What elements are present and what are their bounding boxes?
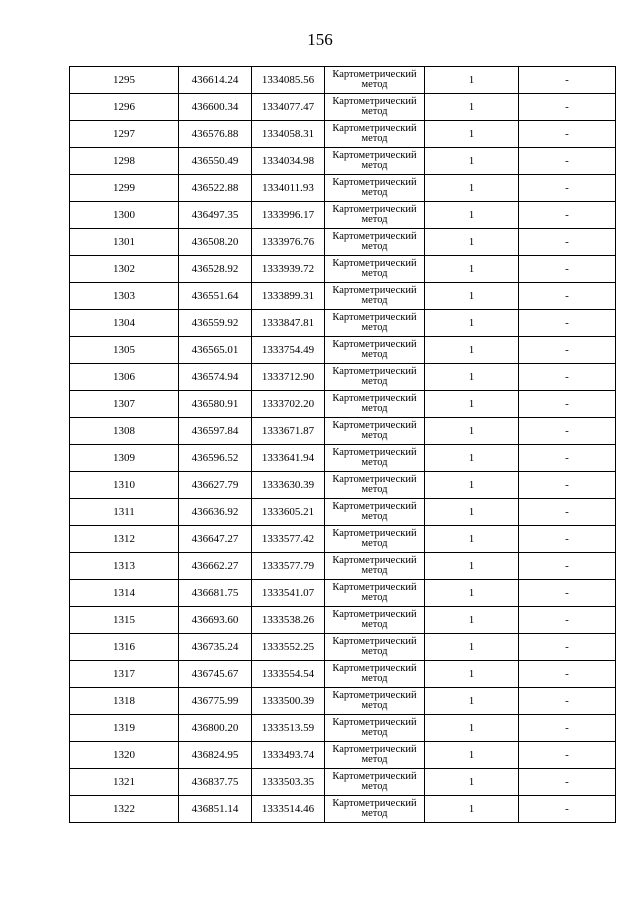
- x-coordinate-cell: 436550.49: [179, 148, 252, 175]
- y-coordinate-cell: 1333493.74: [252, 742, 325, 769]
- accuracy-cell: 1: [425, 715, 519, 742]
- point-number-cell: 1299: [70, 175, 179, 202]
- x-coordinate-cell: 436522.88: [179, 175, 252, 202]
- table-row: [70, 283, 616, 310]
- point-number-cell: 1301: [70, 229, 179, 256]
- description-cell: -: [519, 499, 616, 526]
- point-number-cell: 1317: [70, 661, 179, 688]
- y-coordinate-cell: 1333552.25: [252, 634, 325, 661]
- x-coordinate-cell: 436597.84: [179, 418, 252, 445]
- x-coordinate-cell: 436565.01: [179, 337, 252, 364]
- method-line-1: Картометрический: [332, 635, 417, 647]
- x-coordinate-cell: 436745.67: [179, 661, 252, 688]
- method-cell: [325, 715, 425, 742]
- method-line-1: Картометрический: [332, 500, 417, 512]
- method-cell: [325, 580, 425, 607]
- description-cell: -: [519, 769, 616, 796]
- method-cell: [325, 607, 425, 634]
- method-line-1: Картометрический: [332, 716, 417, 728]
- table-row: [70, 445, 616, 472]
- point-number-cell: 1315: [70, 607, 179, 634]
- x-coordinate-cell: 436580.91: [179, 391, 252, 418]
- table-row: [70, 364, 616, 391]
- method-line-2: метод: [361, 511, 388, 522]
- method-cell: [325, 445, 425, 472]
- y-coordinate-cell: 1334011.93: [252, 175, 325, 202]
- y-coordinate-cell: 1333899.31: [252, 283, 325, 310]
- table-row: [70, 580, 616, 607]
- table-row: [70, 607, 616, 634]
- table-row: [70, 661, 616, 688]
- y-coordinate-cell: 1334034.98: [252, 148, 325, 175]
- method-cell: [325, 229, 425, 256]
- description-cell: -: [519, 310, 616, 337]
- y-coordinate-cell: 1333554.54: [252, 661, 325, 688]
- method-line-1: Картометрический: [332, 122, 417, 134]
- accuracy-cell: 1: [425, 283, 519, 310]
- table-row: [70, 472, 616, 499]
- table-row: [70, 715, 616, 742]
- y-coordinate-cell: 1333641.94: [252, 445, 325, 472]
- accuracy-cell: 1: [425, 472, 519, 499]
- x-coordinate-cell: 436596.52: [179, 445, 252, 472]
- method-cell: [325, 418, 425, 445]
- accuracy-cell: 1: [425, 661, 519, 688]
- method-line-2: метод: [361, 673, 388, 684]
- y-coordinate-cell: 1334077.47: [252, 94, 325, 121]
- accuracy-cell: 1: [425, 553, 519, 580]
- table-row: [70, 256, 616, 283]
- table-row: [70, 229, 616, 256]
- method-cell: [325, 94, 425, 121]
- point-number-cell: 1311: [70, 499, 179, 526]
- y-coordinate-cell: 1333847.81: [252, 310, 325, 337]
- x-coordinate-cell: 436574.94: [179, 364, 252, 391]
- description-cell: -: [519, 337, 616, 364]
- method-line-1: Картометрический: [332, 662, 417, 674]
- table-row: [70, 526, 616, 553]
- x-coordinate-cell: 436693.60: [179, 607, 252, 634]
- table-row: [70, 769, 616, 796]
- method-line-2: метод: [361, 592, 388, 603]
- method-line-2: метод: [361, 646, 388, 657]
- accuracy-cell: 1: [425, 769, 519, 796]
- method-line-2: метод: [361, 187, 388, 198]
- method-line-2: метод: [361, 403, 388, 414]
- point-number-cell: 1296: [70, 94, 179, 121]
- description-cell: -: [519, 391, 616, 418]
- description-cell: -: [519, 283, 616, 310]
- method-line-1: Картометрический: [332, 473, 417, 485]
- x-coordinate-cell: 436528.92: [179, 256, 252, 283]
- description-cell: -: [519, 661, 616, 688]
- method-cell: [325, 661, 425, 688]
- method-line-2: метод: [361, 619, 388, 630]
- x-coordinate-cell: 436647.27: [179, 526, 252, 553]
- method-cell: [325, 742, 425, 769]
- x-coordinate-cell: 436775.99: [179, 688, 252, 715]
- description-cell: -: [519, 634, 616, 661]
- y-coordinate-cell: 1333577.42: [252, 526, 325, 553]
- y-coordinate-cell: 1333754.49: [252, 337, 325, 364]
- description-cell: -: [519, 796, 616, 823]
- table-row: [70, 391, 616, 418]
- table-row: [70, 67, 616, 94]
- description-cell: -: [519, 202, 616, 229]
- y-coordinate-cell: 1333976.76: [252, 229, 325, 256]
- method-line-1: Картометрический: [332, 608, 417, 620]
- method-line-2: метод: [361, 700, 388, 711]
- method-line-2: метод: [361, 727, 388, 738]
- x-coordinate-cell: 436600.34: [179, 94, 252, 121]
- accuracy-cell: 1: [425, 634, 519, 661]
- accuracy-cell: 1: [425, 607, 519, 634]
- method-line-1: Картометрический: [332, 527, 417, 539]
- method-cell: [325, 67, 425, 94]
- method-line-2: метод: [361, 106, 388, 117]
- method-cell: [325, 688, 425, 715]
- y-coordinate-cell: 1333702.20: [252, 391, 325, 418]
- table-row: [70, 148, 616, 175]
- point-number-cell: 1310: [70, 472, 179, 499]
- accuracy-cell: 1: [425, 418, 519, 445]
- method-line-1: Картометрический: [332, 95, 417, 107]
- table-row: [70, 499, 616, 526]
- point-number-cell: 1319: [70, 715, 179, 742]
- method-line-2: метод: [361, 160, 388, 171]
- method-line-2: метод: [361, 457, 388, 468]
- method-line-1: Картометрический: [332, 257, 417, 269]
- description-cell: -: [519, 607, 616, 634]
- method-cell: [325, 796, 425, 823]
- accuracy-cell: 1: [425, 175, 519, 202]
- point-number-cell: 1316: [70, 634, 179, 661]
- point-number-cell: 1308: [70, 418, 179, 445]
- y-coordinate-cell: 1333630.39: [252, 472, 325, 499]
- y-coordinate-cell: 1334058.31: [252, 121, 325, 148]
- method-cell: [325, 121, 425, 148]
- accuracy-cell: 1: [425, 499, 519, 526]
- accuracy-cell: 1: [425, 256, 519, 283]
- accuracy-cell: 1: [425, 688, 519, 715]
- method-line-1: Картометрический: [332, 770, 417, 782]
- description-cell: -: [519, 121, 616, 148]
- y-coordinate-cell: 1333538.26: [252, 607, 325, 634]
- description-cell: -: [519, 715, 616, 742]
- method-line-1: Картометрический: [332, 797, 417, 809]
- x-coordinate-cell: 436576.88: [179, 121, 252, 148]
- x-coordinate-cell: 436837.75: [179, 769, 252, 796]
- x-coordinate-cell: 436497.35: [179, 202, 252, 229]
- y-coordinate-cell: 1333541.07: [252, 580, 325, 607]
- x-coordinate-cell: 436735.24: [179, 634, 252, 661]
- accuracy-cell: 1: [425, 391, 519, 418]
- description-cell: -: [519, 472, 616, 499]
- description-cell: -: [519, 94, 616, 121]
- description-cell: -: [519, 229, 616, 256]
- table-row: [70, 175, 616, 202]
- method-line-1: Картометрический: [332, 554, 417, 566]
- y-coordinate-cell: 1333605.21: [252, 499, 325, 526]
- description-cell: -: [519, 418, 616, 445]
- method-cell: [325, 175, 425, 202]
- method-line-2: метод: [361, 349, 388, 360]
- method-line-1: Картометрический: [332, 743, 417, 755]
- method-cell: [325, 283, 425, 310]
- method-line-1: Картометрический: [332, 230, 417, 242]
- point-number-cell: 1321: [70, 769, 179, 796]
- accuracy-cell: 1: [425, 580, 519, 607]
- method-line-1: Картометрический: [332, 581, 417, 593]
- method-cell: [325, 256, 425, 283]
- y-coordinate-cell: 1333712.90: [252, 364, 325, 391]
- point-number-cell: 1307: [70, 391, 179, 418]
- method-cell: [325, 472, 425, 499]
- x-coordinate-cell: 436636.92: [179, 499, 252, 526]
- method-cell: [325, 310, 425, 337]
- table-row: [70, 796, 616, 823]
- accuracy-cell: 1: [425, 202, 519, 229]
- x-coordinate-cell: 436551.64: [179, 283, 252, 310]
- accuracy-cell: 1: [425, 742, 519, 769]
- method-cell: [325, 148, 425, 175]
- table-row: [70, 742, 616, 769]
- method-line-2: метод: [361, 133, 388, 144]
- x-coordinate-cell: 436681.75: [179, 580, 252, 607]
- accuracy-cell: 1: [425, 67, 519, 94]
- y-coordinate-cell: 1333503.35: [252, 769, 325, 796]
- x-coordinate-cell: 436508.20: [179, 229, 252, 256]
- method-line-2: метод: [361, 538, 388, 549]
- method-line-2: метод: [361, 484, 388, 495]
- table-row: [70, 553, 616, 580]
- accuracy-cell: 1: [425, 310, 519, 337]
- point-number-cell: 1295: [70, 67, 179, 94]
- method-line-1: Картометрический: [332, 689, 417, 701]
- x-coordinate-cell: 436851.14: [179, 796, 252, 823]
- table-row: [70, 688, 616, 715]
- method-line-2: метод: [361, 295, 388, 306]
- point-number-cell: 1312: [70, 526, 179, 553]
- description-cell: -: [519, 175, 616, 202]
- y-coordinate-cell: 1333500.39: [252, 688, 325, 715]
- y-coordinate-cell: 1333939.72: [252, 256, 325, 283]
- accuracy-cell: 1: [425, 796, 519, 823]
- y-coordinate-cell: 1333514.46: [252, 796, 325, 823]
- accuracy-cell: 1: [425, 229, 519, 256]
- point-number-cell: 1298: [70, 148, 179, 175]
- method-line-2: метод: [361, 322, 388, 333]
- description-cell: -: [519, 67, 616, 94]
- table-row: [70, 418, 616, 445]
- accuracy-cell: 1: [425, 148, 519, 175]
- method-cell: [325, 526, 425, 553]
- method-line-1: Картометрический: [332, 68, 417, 80]
- accuracy-cell: 1: [425, 364, 519, 391]
- y-coordinate-cell: 1334085.56: [252, 67, 325, 94]
- x-coordinate-cell: 436662.27: [179, 553, 252, 580]
- point-number-cell: 1309: [70, 445, 179, 472]
- method-line-2: метод: [361, 565, 388, 576]
- description-cell: -: [519, 445, 616, 472]
- method-line-2: метод: [361, 268, 388, 279]
- point-number-cell: 1300: [70, 202, 179, 229]
- y-coordinate-cell: 1333577.79: [252, 553, 325, 580]
- description-cell: -: [519, 526, 616, 553]
- method-line-2: метод: [361, 241, 388, 252]
- table-row: [70, 121, 616, 148]
- method-line-2: метод: [361, 214, 388, 225]
- method-cell: [325, 634, 425, 661]
- method-cell: [325, 499, 425, 526]
- description-cell: -: [519, 688, 616, 715]
- method-cell: [325, 553, 425, 580]
- point-number-cell: 1313: [70, 553, 179, 580]
- method-cell: [325, 391, 425, 418]
- method-line-1: Картометрический: [332, 446, 417, 458]
- x-coordinate-cell: 436614.24: [179, 67, 252, 94]
- table-row: [70, 337, 616, 364]
- accuracy-cell: 1: [425, 526, 519, 553]
- description-cell: -: [519, 364, 616, 391]
- point-number-cell: 1320: [70, 742, 179, 769]
- point-number-cell: 1303: [70, 283, 179, 310]
- method-line-2: метод: [361, 808, 388, 819]
- method-line-2: метод: [361, 754, 388, 765]
- page-number: 156: [307, 30, 333, 49]
- method-line-2: метод: [361, 781, 388, 792]
- method-line-1: Картометрический: [332, 203, 417, 215]
- table-row: [70, 310, 616, 337]
- method-line-1: Картометрический: [332, 419, 417, 431]
- table-body: [70, 67, 616, 823]
- y-coordinate-cell: 1333671.87: [252, 418, 325, 445]
- method-cell: [325, 202, 425, 229]
- x-coordinate-cell: 436559.92: [179, 310, 252, 337]
- y-coordinate-cell: 1333996.17: [252, 202, 325, 229]
- method-line-2: метод: [361, 79, 388, 90]
- method-line-1: Картометрический: [332, 392, 417, 404]
- description-cell: -: [519, 553, 616, 580]
- description-cell: -: [519, 148, 616, 175]
- x-coordinate-cell: 436800.20: [179, 715, 252, 742]
- method-cell: [325, 769, 425, 796]
- accuracy-cell: 1: [425, 445, 519, 472]
- accuracy-cell: 1: [425, 94, 519, 121]
- method-line-1: Картометрический: [332, 284, 417, 296]
- x-coordinate-cell: 436824.95: [179, 742, 252, 769]
- accuracy-cell: 1: [425, 337, 519, 364]
- coordinates-table: [69, 66, 616, 823]
- method-line-1: Картометрический: [332, 338, 417, 350]
- point-number-cell: 1305: [70, 337, 179, 364]
- description-cell: -: [519, 256, 616, 283]
- method-line-2: метод: [361, 376, 388, 387]
- point-number-cell: 1304: [70, 310, 179, 337]
- point-number-cell: 1302: [70, 256, 179, 283]
- method-line-2: метод: [361, 430, 388, 441]
- method-line-1: Картометрический: [332, 149, 417, 161]
- method-cell: [325, 337, 425, 364]
- table-row: [70, 94, 616, 121]
- method-cell: [325, 364, 425, 391]
- description-cell: -: [519, 742, 616, 769]
- point-number-cell: 1306: [70, 364, 179, 391]
- point-number-cell: 1297: [70, 121, 179, 148]
- description-cell: -: [519, 580, 616, 607]
- point-number-cell: 1314: [70, 580, 179, 607]
- y-coordinate-cell: 1333513.59: [252, 715, 325, 742]
- method-line-1: Картометрический: [332, 365, 417, 377]
- table-row: [70, 202, 616, 229]
- method-line-1: Картометрический: [332, 311, 417, 323]
- point-number-cell: 1322: [70, 796, 179, 823]
- point-number-cell: 1318: [70, 688, 179, 715]
- accuracy-cell: 1: [425, 121, 519, 148]
- table-row: [70, 634, 616, 661]
- x-coordinate-cell: 436627.79: [179, 472, 252, 499]
- method-line-1: Картометрический: [332, 176, 417, 188]
